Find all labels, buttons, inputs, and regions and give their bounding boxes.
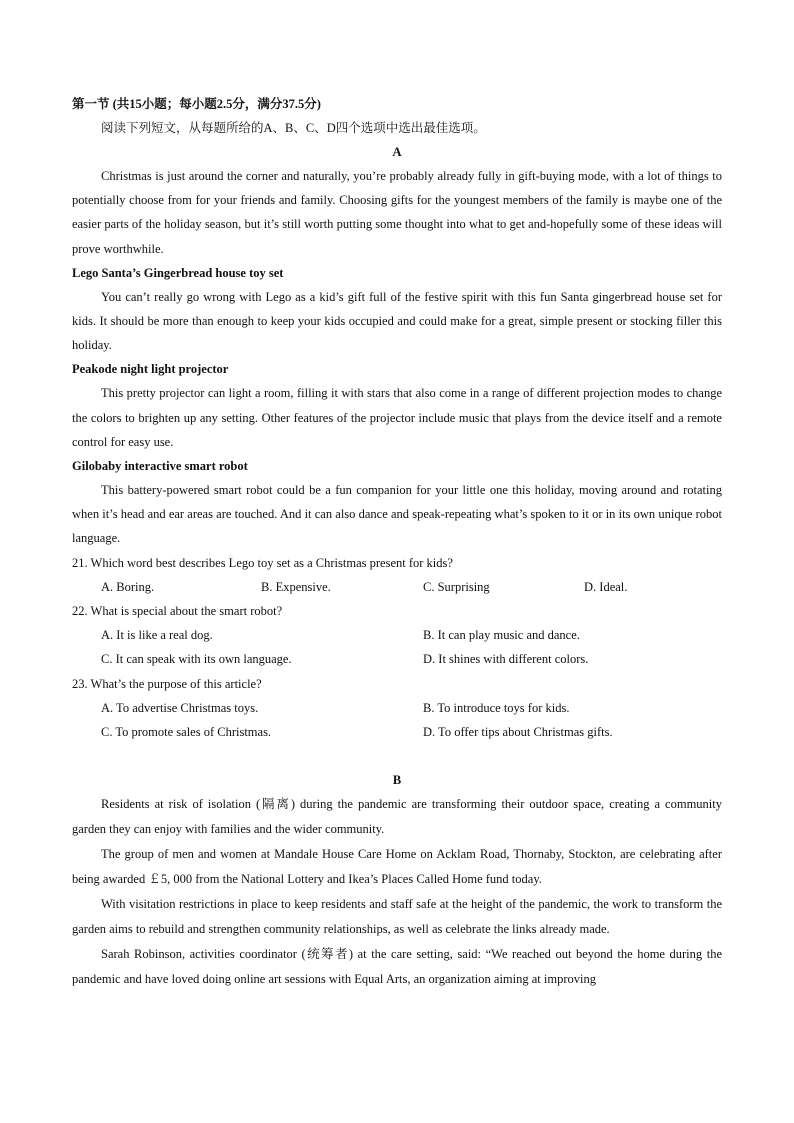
question-options (72, 647, 722, 671)
question-stem: 21. Which word best describes Lego toy set as a Christmas present for kids? (72, 555, 453, 570)
question-stem: 22. What is special about the smart robot? (72, 604, 283, 619)
question-options (72, 575, 722, 599)
option-b: B. To introduce toys for kids. (423, 700, 570, 715)
passage-b-paragraph: Residents at risk of isolation (隔离) during the pandemic are transforming their outdoor space, creating a community garden they can enjoy with families and the wider community. (72, 797, 722, 837)
item-title: Lego Santa’s Gingerbread house toy set (72, 265, 284, 280)
option-c: C. It can speak with its own language. (101, 652, 292, 667)
item-text: This pretty projector can light a room, filling it with stars that also come in a range of different projection modes to change the colors to brighten up any setting. Other features of the projector include music that plays from the device itself and a remote control for easy use. (72, 386, 722, 449)
option-a: A. Boring. (101, 579, 155, 594)
passage-a-intro: Christmas is just around the corner and naturally, you’re probably already fully in gift-buying mode, with a lot of things to potentially choose from for your friends and family. Choosing gifts for the youngest members of the family is maybe one of the easier parts of the holiday season, but it’s still worth putting some thought into what to get and-hopefully some of these ideas will prove worthwhile. (72, 169, 722, 256)
passage-b-paragraph: Sarah Robinson, activities coordinator (统筹者) at the care setting, said: “We reached out beyond the home during the pandemic and have loved doing online art sessions with Equal Arts, an organization aiming at improving (72, 947, 722, 987)
item-title: Gilobaby interactive smart robot (72, 459, 248, 474)
item-title: Peakode night light projector (72, 362, 229, 377)
option-d: D. To offer tips about Christmas gifts. (423, 724, 613, 739)
passage-a-label: A (392, 145, 402, 159)
item-text: You can’t really go wrong with Lego as a kid’s gift full of the festive spirit with this fun Santa gingerbread house set for kids. It should be more than enough to keep your kids occupied and could make for a great, simple present or stocking filler this holiday. (72, 289, 722, 353)
question-options (72, 696, 722, 720)
item-text: This battery-powered smart robot could be a fun companion for your little one this holiday, moving around and rotating when it’s head and ear areas are touched. And it can also dance and speak-repeating what’s spoken to it or in its own unique robot language. (72, 483, 722, 546)
option-d: D. Ideal. (584, 579, 628, 594)
passage-b-paragraph: With visitation restrictions in place to keep residents and staff safe at the height of the pandemic, the work to transform the garden aims to rebuild and strengthen community relationships, as well as celebrate the links already made. (72, 897, 722, 937)
option-a: A. It is like a real dog. (101, 628, 213, 643)
option-b: B. Expensive. (261, 579, 331, 594)
passage-b-paragraph: The group of men and women at Mandale House Care Home on Acklam Road, Thornaby, Stockton, are celebrating after being awarded ￡5, 000 from the National Lottery and Ikea’s Places Called Home fund today. (72, 847, 722, 887)
option-b: B. It can play music and dance. (423, 628, 580, 643)
instruction: 阅读下列短文，从每题所给的A、B、C、D四个选项中选出最佳选项。 (101, 121, 486, 135)
option-d: D. It shines with different colors. (423, 652, 589, 667)
section-title: 第一节 (共15小题；每小题2.5分，满分37.5分) (72, 97, 321, 111)
question-options (72, 720, 722, 744)
option-a: A. To advertise Christmas toys. (101, 700, 259, 715)
question-stem: 23. What’s the purpose of this article? (72, 676, 262, 691)
passage-b-label: B (392, 773, 402, 788)
question-options (72, 623, 722, 647)
exam-page (72, 92, 722, 992)
option-c: C. Surprising (423, 579, 490, 594)
option-c: C. To promote sales of Christmas. (101, 724, 272, 739)
